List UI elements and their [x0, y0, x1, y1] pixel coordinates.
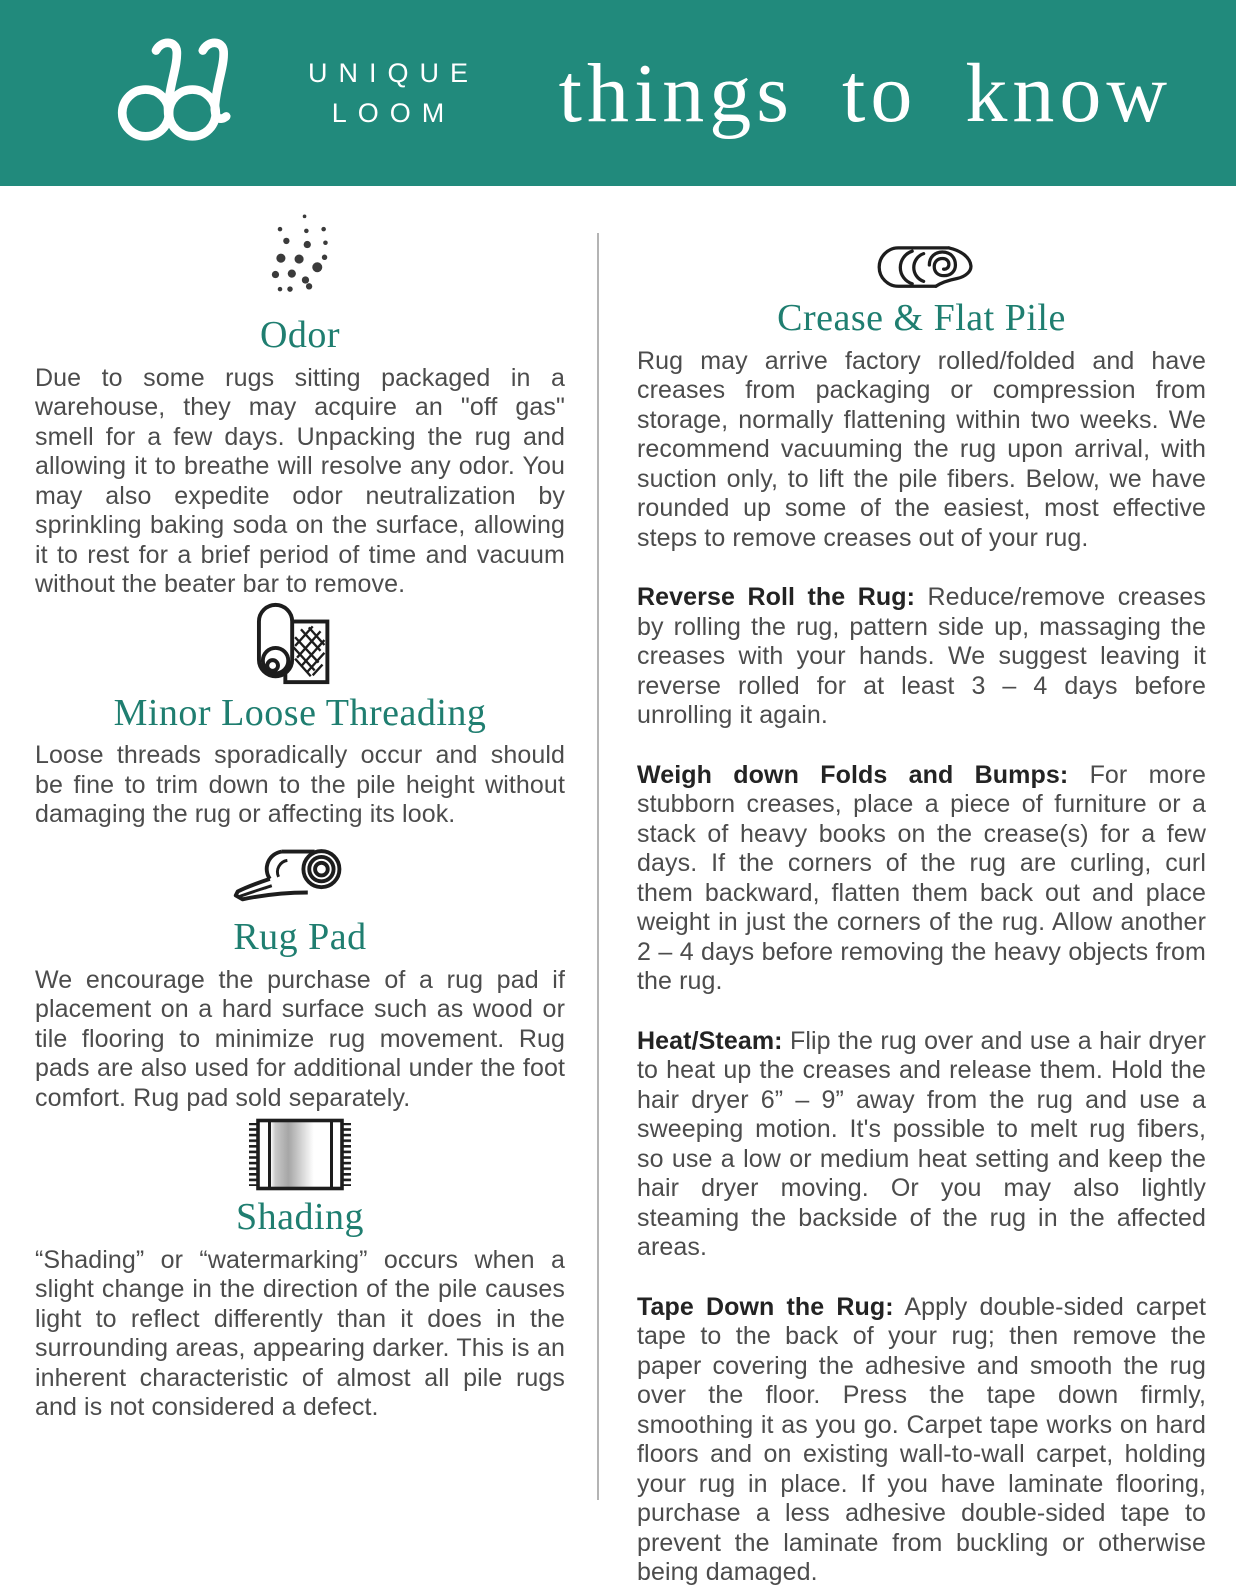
section-intro: Rug may arrive factory rolled/folded and have creases from packaging or compression from storage, normally flattening within two weeks. We recommend vacuuming the rug upon arrival, with suction only, to lift the pile fibers. Below, we have rounded up some of the easiest, most effective steps to remove creases out of your rug.: [637, 346, 1206, 552]
tip-label: Heat/Steam:: [637, 1026, 783, 1055]
section-crease-flat-pile: [637, 242, 1206, 1588]
page-title: things to know: [558, 46, 1172, 140]
section-heading: Odor: [259, 314, 341, 356]
tip-weigh-down: [637, 761, 1206, 997]
section-body: “Shading” or “watermarking” occurs when a slight change in the direction of the pile causes light to reflect differently than it does in the surrounding areas, appearing darker. This is an inherent characteristic of almost all pile rugs and is not considered a defect.: [35, 1245, 565, 1422]
section-odor: [35, 210, 565, 600]
section-body: Loose threads sporadically occur and should be fine to trim down to the pile height without damaging the rug or affecting its look.: [35, 741, 565, 829]
tip-label: Weigh down Folds and Bumps:: [637, 760, 1069, 789]
odor-dots-icon: [35, 210, 565, 310]
tip-text: Flip the rug over and use a hair dryer to heat up the creases and release them. Hold the hair dryer 6” – 9” away from the rug and use a sweeping motion. It's possible to melt rug fibers, so use a low or medium heat setting and keep the hair dryer moving. Or you may also lightly steaming the backside of the rug in the affected areas.: [637, 1026, 1206, 1262]
unique-loom-logo-icon: [104, 34, 286, 152]
section-body: We encourage the purchase of a rug pad if placement on a hard surface such as wood or tile flooring to minimize rug movement. Rug pads are also used for additional under the foot comfort. Rug pad sold separately.: [35, 965, 565, 1112]
section-threading: [35, 600, 565, 830]
tip-text: For more stubborn creases, place a piece of furniture or a stack of heavy books on the crease(s) for a few days. If the corners of the rug are curling, curl them backward, flatten them back out and place weight in just the corners of the rug. Allow another 2 – 4 days before removing the heavy objects from the rug.: [637, 760, 1206, 996]
left-column: [0, 186, 597, 1588]
section-heading: Shading: [235, 1196, 365, 1239]
rolled-rug-end-icon: [637, 242, 1206, 293]
tip-label: Tape Down the Rug:: [637, 1292, 894, 1321]
section-shading: [35, 1117, 565, 1423]
content-area: [0, 186, 1236, 1588]
brand-line-1: UNIQUE: [308, 57, 480, 88]
brand-name: [308, 53, 479, 134]
section-heading: Rug Pad: [233, 915, 367, 958]
tip-reverse-roll: [637, 583, 1206, 731]
tip-heat-steam: [637, 1027, 1206, 1263]
section-heading: Minor Loose Threading: [113, 691, 487, 734]
header-banner: [0, 0, 1236, 186]
fringed-rug-icon: [35, 1117, 565, 1192]
tip-label: Reverse Roll the Rug:: [637, 583, 916, 612]
section-rug-pad: [35, 836, 565, 1113]
rug-pad-roll-icon: [35, 836, 565, 912]
brand-lockup: [104, 34, 479, 152]
right-column: [597, 186, 1236, 1588]
tip-tape-down: [637, 1293, 1206, 1588]
tip-text: Apply double-sided carpet tape to the back of your rug; then remove the paper covering the adhesive and smooth the rug over the floor. Press the tape down firmly, smoothing it as you go. Carpet tape works on hard floors and on existing wall-to-wall carpet, holding your rug in place. If you have laminate flooring, purchase a less adhesive double-sided tape to prevent the laminate from buckling or otherwise being damaged.: [637, 1292, 1206, 1587]
section-body: Due to some rugs sitting packaged in a warehouse, they may acquire an "off gas" smell for a few days. Unpacking the rug and allowing it to breathe will resolve any odor. You may also expedite odor neutralization by sprinkling baking soda on the surface, allowing it to rest for a brief period of time and vacuum without the beater bar to remove.: [35, 363, 565, 599]
brand-line-2: LOOM: [331, 98, 456, 128]
section-heading: Crease & Flat Pile: [777, 297, 1066, 339]
tip-text: Reduce/remove creases by rolling the rug, pattern side up, massaging the creases with your hands. We suggest leaving it reverse rolled for at least 3 – 4 days before unrolling it again.: [637, 583, 1206, 730]
rolled-rug-corner-icon: [35, 600, 565, 688]
column-divider: [597, 233, 599, 1500]
